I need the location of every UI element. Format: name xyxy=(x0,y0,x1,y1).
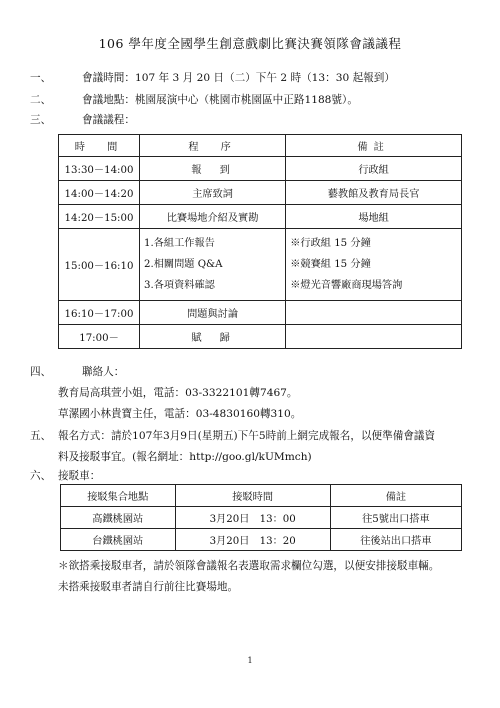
agenda-note xyxy=(286,325,462,349)
shuttle-location: 高鐵桃園站 xyxy=(61,507,176,529)
agenda-note: 行政組 xyxy=(286,157,462,181)
agenda-header-row xyxy=(59,135,462,157)
agenda-time: 16:10－17:00 xyxy=(59,301,140,325)
agenda-procedure-list xyxy=(140,229,286,301)
registration-text-cont: 料及接駁事宜。(報名網址：http://goo.gl/kUMmch) xyxy=(58,451,312,463)
agenda-note: 場地組 xyxy=(286,205,462,229)
agenda-time: 14:00－14:20 xyxy=(59,181,140,205)
agenda-time: 15:00－16:10 xyxy=(59,229,140,301)
contact-line: 草漯國小林貴寶主任，電話：03-4830160轉310。 xyxy=(58,408,302,420)
shuttle-location: 台鐵桃園站 xyxy=(61,529,176,551)
table-row xyxy=(59,205,462,229)
table-row xyxy=(59,157,462,181)
contact-line: 教育局高琪萱小姐，電話：03-3322101轉7467。 xyxy=(58,387,298,399)
agenda-header-time: 時 間 xyxy=(59,135,140,157)
agenda-heading-line xyxy=(30,112,135,127)
meeting-time-text: 會議時間：107 年 3 月 20 日（二）下午 2 時（13：30 起報到） xyxy=(82,72,395,84)
shuttle-time: 3月20日 13：00 xyxy=(175,507,330,529)
list-item: 2.相關問題 Q&A xyxy=(144,259,223,270)
page-title: 106 學年度全國學生創意戲劇比賽決賽領隊會議議程 xyxy=(98,36,402,51)
list-item: ※競賽組 15 分鐘 xyxy=(290,259,371,270)
shuttle-table xyxy=(60,484,462,551)
shuttle-time: 3月20日 13：20 xyxy=(175,529,330,551)
contact-heading-line xyxy=(30,364,124,379)
agenda-procedure: 問題與討論 xyxy=(140,301,286,325)
shuttle-heading-line xyxy=(30,468,100,483)
agenda-header-notes: 備註 xyxy=(286,135,462,157)
item-number: 二、 xyxy=(30,94,52,106)
shuttle-header-notes: 備註 xyxy=(330,485,461,507)
agenda-time: 13:30－14:00 xyxy=(59,157,140,181)
list-item: ※行政組 15 分鐘 xyxy=(290,238,371,249)
registration-line xyxy=(30,428,435,443)
meeting-time-line xyxy=(30,70,395,85)
agenda-procedure: 主席致詞 xyxy=(140,181,286,205)
item-number: 三、 xyxy=(30,114,52,126)
table-row xyxy=(59,325,462,349)
agenda-heading-text: 會議議程： xyxy=(82,114,135,126)
agenda-table xyxy=(58,134,462,349)
registration-text: 報名方式：請於107年3月9日(星期五)下午5時前上網完成報名，以便準備會議資 xyxy=(58,430,436,442)
agenda-time: 17:00－ xyxy=(59,325,140,349)
item-number: 六、 xyxy=(30,470,52,482)
item-number: 一、 xyxy=(30,72,52,84)
list-item: 3.各項資料確認 xyxy=(144,280,215,291)
table-row xyxy=(59,181,462,205)
meeting-location-text: 會議地點：桃園展演中心（桃園市桃園區中正路1188號）。 xyxy=(82,94,358,106)
agenda-time: 14:20－15:00 xyxy=(59,205,140,229)
agenda-header-procedure: 程 序 xyxy=(140,135,286,157)
table-row xyxy=(61,507,462,529)
shuttle-note: 往5號出口搭車 xyxy=(330,507,461,529)
agenda-procedure: 賦 歸 xyxy=(140,325,286,349)
shuttle-header-location: 接駁集合地點 xyxy=(61,485,176,507)
list-item: ※燈光音響廠商現場答詢 xyxy=(290,280,403,291)
list-item: 1.各組工作報告 xyxy=(144,238,215,249)
agenda-note: 藝教館及教育局長官 xyxy=(286,181,462,205)
agenda-procedure: 報 到 xyxy=(140,157,286,181)
agenda-note xyxy=(286,301,462,325)
shuttle-note: 往後站出口搭車 xyxy=(330,529,461,551)
shuttle-header-time: 接駁時間 xyxy=(175,485,330,507)
shuttle-note-line: 未搭乘接駁車者請自行前往比賽場地。 xyxy=(58,581,239,593)
item-number: 五、 xyxy=(30,430,52,442)
item-number: 四、 xyxy=(30,366,52,378)
contact-heading-text: 聯絡人： xyxy=(82,366,125,378)
table-row xyxy=(59,229,462,301)
shuttle-header-row xyxy=(61,485,462,507)
agenda-procedure: 比賽場地介紹及實勘 xyxy=(140,205,286,229)
table-row xyxy=(61,529,462,551)
meeting-location-line xyxy=(30,92,358,107)
agenda-note-list xyxy=(286,229,462,301)
table-row xyxy=(59,301,462,325)
shuttle-heading-text: 接駁車： xyxy=(58,470,101,482)
page-number: 1 xyxy=(247,656,253,665)
shuttle-note-line: ＊欲搭乘接駁車者，請於領隊會議報名表選取需求欄位勾選，以便安排接駁車輛。 xyxy=(58,560,440,572)
